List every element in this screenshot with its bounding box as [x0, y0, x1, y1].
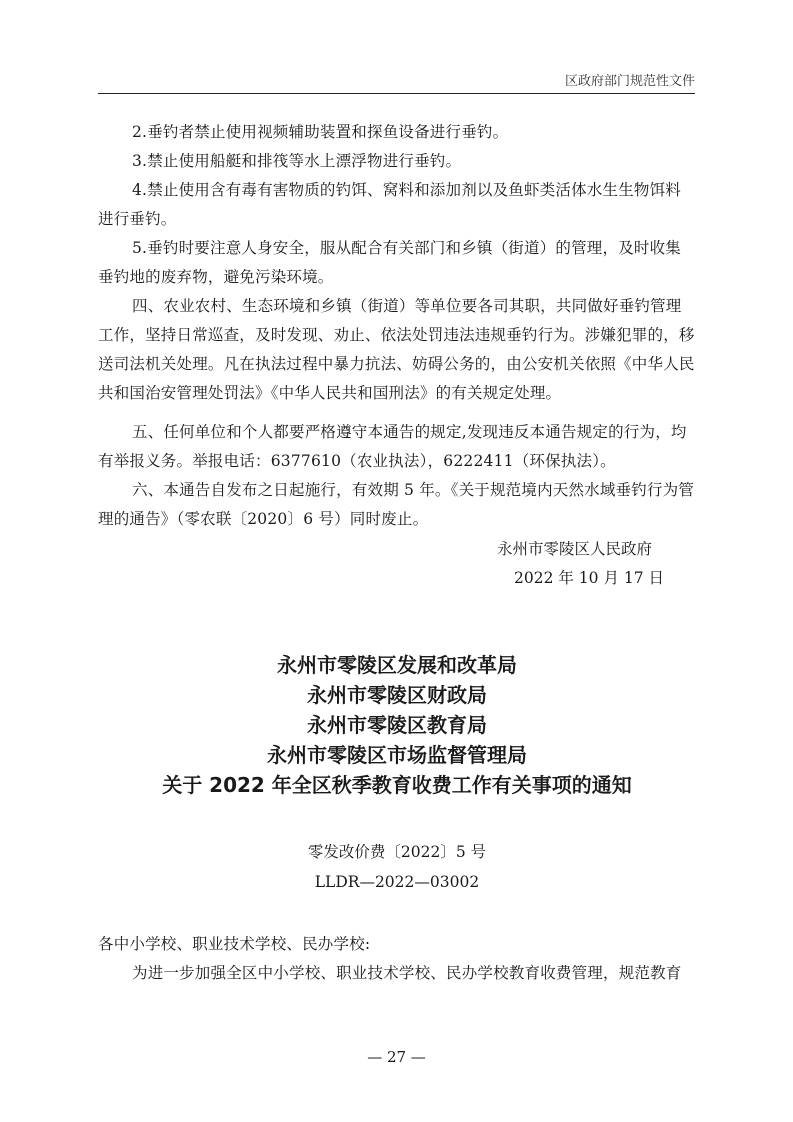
opening-paragraph: 为进一步加强全区中小学校、职业技术学校、民办学校教育收费管理，规范教育 — [132, 964, 682, 982]
section-five: 五、任何单位和个人都要严格遵守本通告的规定,发现违反本通告规定的行为，均有举报义务。举报电话：6377610（农业执法），6222411（环保执法）。 — [98, 423, 687, 470]
notice-title-line: 永州市零陵区发展和改革局 — [277, 653, 517, 677]
salutation: 各中小学校、职业技术学校、民办学校: — [98, 935, 371, 953]
page-number: — 27 — — [367, 1048, 426, 1066]
rule-item-5: 5.垂钓时要注意人身安全，服从配合有关部门和乡镇（街道）的管理，及时收集垂钓地的废弃物，避免污染环境。 — [98, 239, 681, 286]
rule-item-3: 3.禁止使用船艇和排筏等水上漂浮物进行垂钓。 — [132, 152, 462, 170]
notice-title-line: 永州市零陵区教育局 — [307, 713, 487, 737]
reg-number: LLDR—2022—03002 — [314, 873, 480, 891]
header-rule — [98, 93, 695, 94]
rule-item-4: 4.禁止使用含有毒有害物质的钓饵、窝料和添加剂以及鱼虾类活体水生生物饵料进行垂钓。 — [98, 181, 681, 228]
notice-title-line: 永州市零陵区财政局 — [307, 683, 487, 707]
doc-number: 零发改价费〔2022〕5 号 — [307, 843, 487, 861]
page-header-label: 区政府部门规范性文件 — [564, 74, 695, 89]
rule-item-2: 2.垂钓者禁止使用视频辅助装置和探鱼设备进行垂钓。 — [132, 123, 509, 141]
notice-title-line: 永州市零陵区市场监督管理局 — [267, 743, 527, 767]
signature-date: 2022 年 10 月 17 日 — [514, 569, 665, 587]
section-four: 四、农业农村、生态环境和乡镇（街道）等单位要各司其职，共同做好垂钓管理工作，坚持日常巡查，及时发现、劝止、依法处罚违法违规垂钓行为。涉嫌犯罪的，移送司法机关处理。凡在执法过程中暴力抗法、妨碍公务的，由公安机关依照《中华人民共和国治安管理处罚法》《中华人民共和国刑法》的有关规定处理。 — [98, 297, 695, 402]
signature-org: 永州市零陵区人民政府 — [497, 540, 653, 558]
section-six: 六、本通告自发布之日起施行，有效期 5 年。《关于规范境内天然水域垂钓行为管理的通告》（零农联〔2020〕6 号）同时废止。 — [98, 481, 695, 528]
notice-title-line: 关于 2022 年全区秋季教育收费工作有关事项的通知 — [162, 773, 632, 797]
notice-title — [98, 650, 696, 800]
